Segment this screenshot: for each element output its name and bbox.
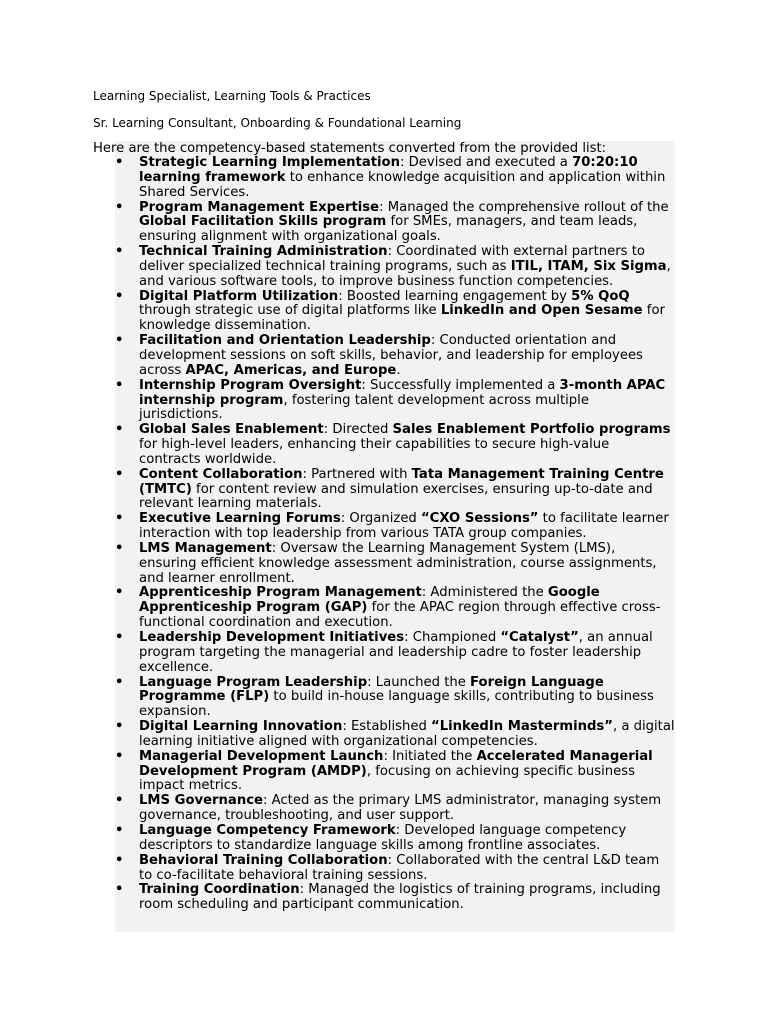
competency-description: : Collaborated with the central L&D team to co-facilitate behavioral training sessions.: [139, 852, 660, 883]
bullet-icon: •: [115, 540, 124, 556]
competency-highlight: Google Apprenticeship Program (GAP): [139, 585, 600, 616]
bullet-icon: •: [115, 748, 124, 764]
competency-item: [115, 676, 675, 721]
competency-description: : Organized: [340, 511, 421, 527]
competency-description: to enhance knowledge acquisition and application within Shared Services.: [139, 169, 666, 200]
competency-item: [115, 794, 675, 824]
competency-description: : Developed language competency descriptors to standardize language skills among frontline associates.: [139, 822, 627, 853]
competency-highlight: LinkedIn and Open Sesame: [440, 303, 643, 319]
competency-description: for high-level leaders, enhancing their capabilities to secure high-value contracts worldwide.: [139, 437, 610, 467]
bullet-icon: •: [115, 422, 124, 438]
bullet-icon: •: [115, 822, 124, 838]
competency-description: to facilitate learner interaction with top leadership from various TATA group companies.: [139, 511, 669, 542]
competency-description: : Championed: [404, 630, 501, 645]
competency-description: : Oversaw the Learning Management System (LMS), ensuring efficient knowledge assessment administration, course assignments, and learner enrollment.: [139, 540, 657, 586]
competency-description: , fostering talent development across multiple jurisdictions.: [139, 392, 589, 423]
competency-highlight: “CXO Sessions”: [421, 511, 539, 527]
competency-highlight: 70:20:10 learning framework: [139, 155, 638, 185]
competency-term: Behavioral Training Collaboration: [139, 852, 388, 868]
bullet-icon: •: [115, 511, 124, 527]
competency-description: , and various software tools, to improve business function competencies.: [139, 258, 671, 289]
document-heading-role-1: Learning Specialist, Learning Tools & Practices: [93, 89, 371, 103]
document-heading-role-2: Sr. Learning Consultant, Onboarding & Foundational Learning: [93, 116, 462, 130]
competency-term: LMS Governance: [139, 793, 263, 809]
competency-item: [115, 854, 675, 884]
competency-item: [115, 720, 675, 750]
intro-text: Here are the competency-based statements converted from the provided list:: [93, 141, 607, 156]
bullet-icon: •: [115, 585, 124, 601]
competency-term: Program Management Expertise: [139, 199, 380, 215]
competency-item: [115, 750, 675, 795]
competency-item: [115, 468, 675, 513]
competency-description: , an annual program targeting the managerial and leadership cadre to foster leadership excellence.: [139, 630, 653, 675]
competency-description: : Administered the: [421, 585, 548, 601]
competency-term: Language Competency Framework: [139, 822, 396, 838]
competency-description: , a digital learning initiative aligned with organizational competencies.: [139, 719, 675, 749]
competency-description: : Successfully implemented a: [361, 377, 560, 393]
competency-description: to build in-house language skills, contributing to business expansion.: [139, 689, 654, 720]
competency-item: [115, 156, 675, 201]
competency-term: Language Program Leadership: [139, 674, 368, 690]
bullet-icon: •: [115, 244, 124, 260]
competency-item: [115, 883, 675, 913]
competency-item: [115, 334, 675, 379]
competency-highlight: Global Facilitation Skills program: [139, 214, 387, 230]
competency-term: Training Coordination: [139, 882, 300, 898]
competency-description: .: [396, 362, 401, 378]
competency-description: : Initiated the: [383, 748, 477, 764]
competency-highlight: 3-month APAC internship program: [139, 377, 666, 408]
competency-description: : Partnered with: [302, 466, 412, 482]
competency-description: , focusing on achieving specific business impact metrics.: [139, 763, 635, 794]
competency-description: through strategic use of digital platforms like: [139, 303, 441, 319]
bullet-icon: •: [115, 630, 124, 645]
competency-description: : Devised and executed a: [400, 155, 573, 170]
competency-term: Apprenticeship Program Management: [139, 585, 422, 601]
competency-highlight: “Catalyst”: [500, 630, 579, 645]
competency-item: [115, 290, 675, 335]
competency-item: [115, 423, 675, 468]
bullet-icon: •: [115, 199, 124, 215]
competency-highlight: Sales Enablement Portfolio programs: [392, 422, 671, 438]
bullet-icon: •: [115, 852, 124, 868]
bullet-icon: •: [115, 674, 124, 690]
competency-term: Global Sales Enablement: [139, 422, 324, 438]
competency-highlight: Foreign Language Programme (FLP): [139, 674, 604, 705]
competency-description: for content review and simulation exercises, ensuring up-to-date and relevant learning materials.: [139, 481, 653, 512]
competency-term: LMS Management: [139, 540, 272, 556]
competency-item: [115, 201, 675, 246]
competency-highlight: “LinkedIn Masterminds”: [431, 719, 613, 735]
competency-item: [115, 245, 675, 290]
competency-description: : Established: [342, 719, 432, 735]
competency-term: Executive Learning Forums: [139, 511, 341, 527]
competency-description: : Launched the: [367, 674, 471, 690]
competency-term: Digital Learning Innovation: [139, 719, 343, 735]
competency-description: for the APAC region through effective cross-functional coordination and execution.: [139, 600, 661, 631]
bullet-icon: •: [115, 377, 124, 393]
competency-list: [115, 156, 675, 913]
competency-term: Facilitation and Orientation Leadership: [139, 333, 431, 349]
competency-description: : Coordinated with external partners to deliver specialized technical training programs, such as: [139, 244, 645, 274]
competency-description: for SMEs, managers, and team leads, ensuring alignment with organizational goals.: [139, 214, 638, 245]
competency-highlight: Accelerated Managerial Development Program (AMDP): [139, 748, 653, 779]
competency-term: Technical Training Administration: [139, 244, 388, 260]
competency-description: : Directed: [323, 422, 393, 438]
competency-term: Strategic Learning Implementation: [139, 155, 401, 170]
competency-item: [115, 631, 675, 676]
competency-item: [115, 542, 675, 587]
competency-description: : Managed the logistics of training programs, including room scheduling and participant communication.: [139, 882, 661, 913]
competency-term: Internship Program Oversight: [139, 377, 362, 393]
competency-description: : Boosted learning engagement by: [338, 288, 572, 304]
competency-highlight: 5% QoQ: [571, 288, 630, 304]
competency-highlight: APAC, Americas, and Europe: [185, 362, 397, 378]
bullet-icon: •: [115, 155, 124, 170]
bullet-icon: •: [115, 288, 124, 304]
competency-description: : Conducted orientation and development sessions on soft skills, behavior, and leadership for employees across: [139, 333, 643, 378]
competency-item: [115, 824, 675, 854]
competency-term: Managerial Development Launch: [139, 748, 384, 764]
competency-item: [115, 586, 675, 631]
competency-highlight: ITIL, ITAM, Six Sigma: [510, 258, 667, 274]
bullet-icon: •: [115, 882, 124, 898]
competency-item: [115, 512, 675, 542]
bullet-icon: •: [115, 719, 124, 735]
bullet-icon: •: [115, 466, 124, 482]
bullet-icon: •: [115, 333, 124, 349]
competency-description: : Acted as the primary LMS administrator, managing system governance, troubleshooting, and user support.: [139, 793, 662, 824]
bullet-icon: •: [115, 793, 124, 809]
competency-description: for knowledge dissemination.: [139, 303, 665, 334]
competency-highlight: Tata Management Training Centre (TMTC): [139, 466, 664, 497]
competency-item: [115, 379, 675, 424]
competency-term: Digital Platform Utilization: [139, 288, 339, 304]
competency-description: : Managed the comprehensive rollout of the: [379, 199, 669, 215]
competency-term: Leadership Development Initiatives: [139, 630, 405, 645]
competency-term: Content Collaboration: [139, 466, 303, 482]
